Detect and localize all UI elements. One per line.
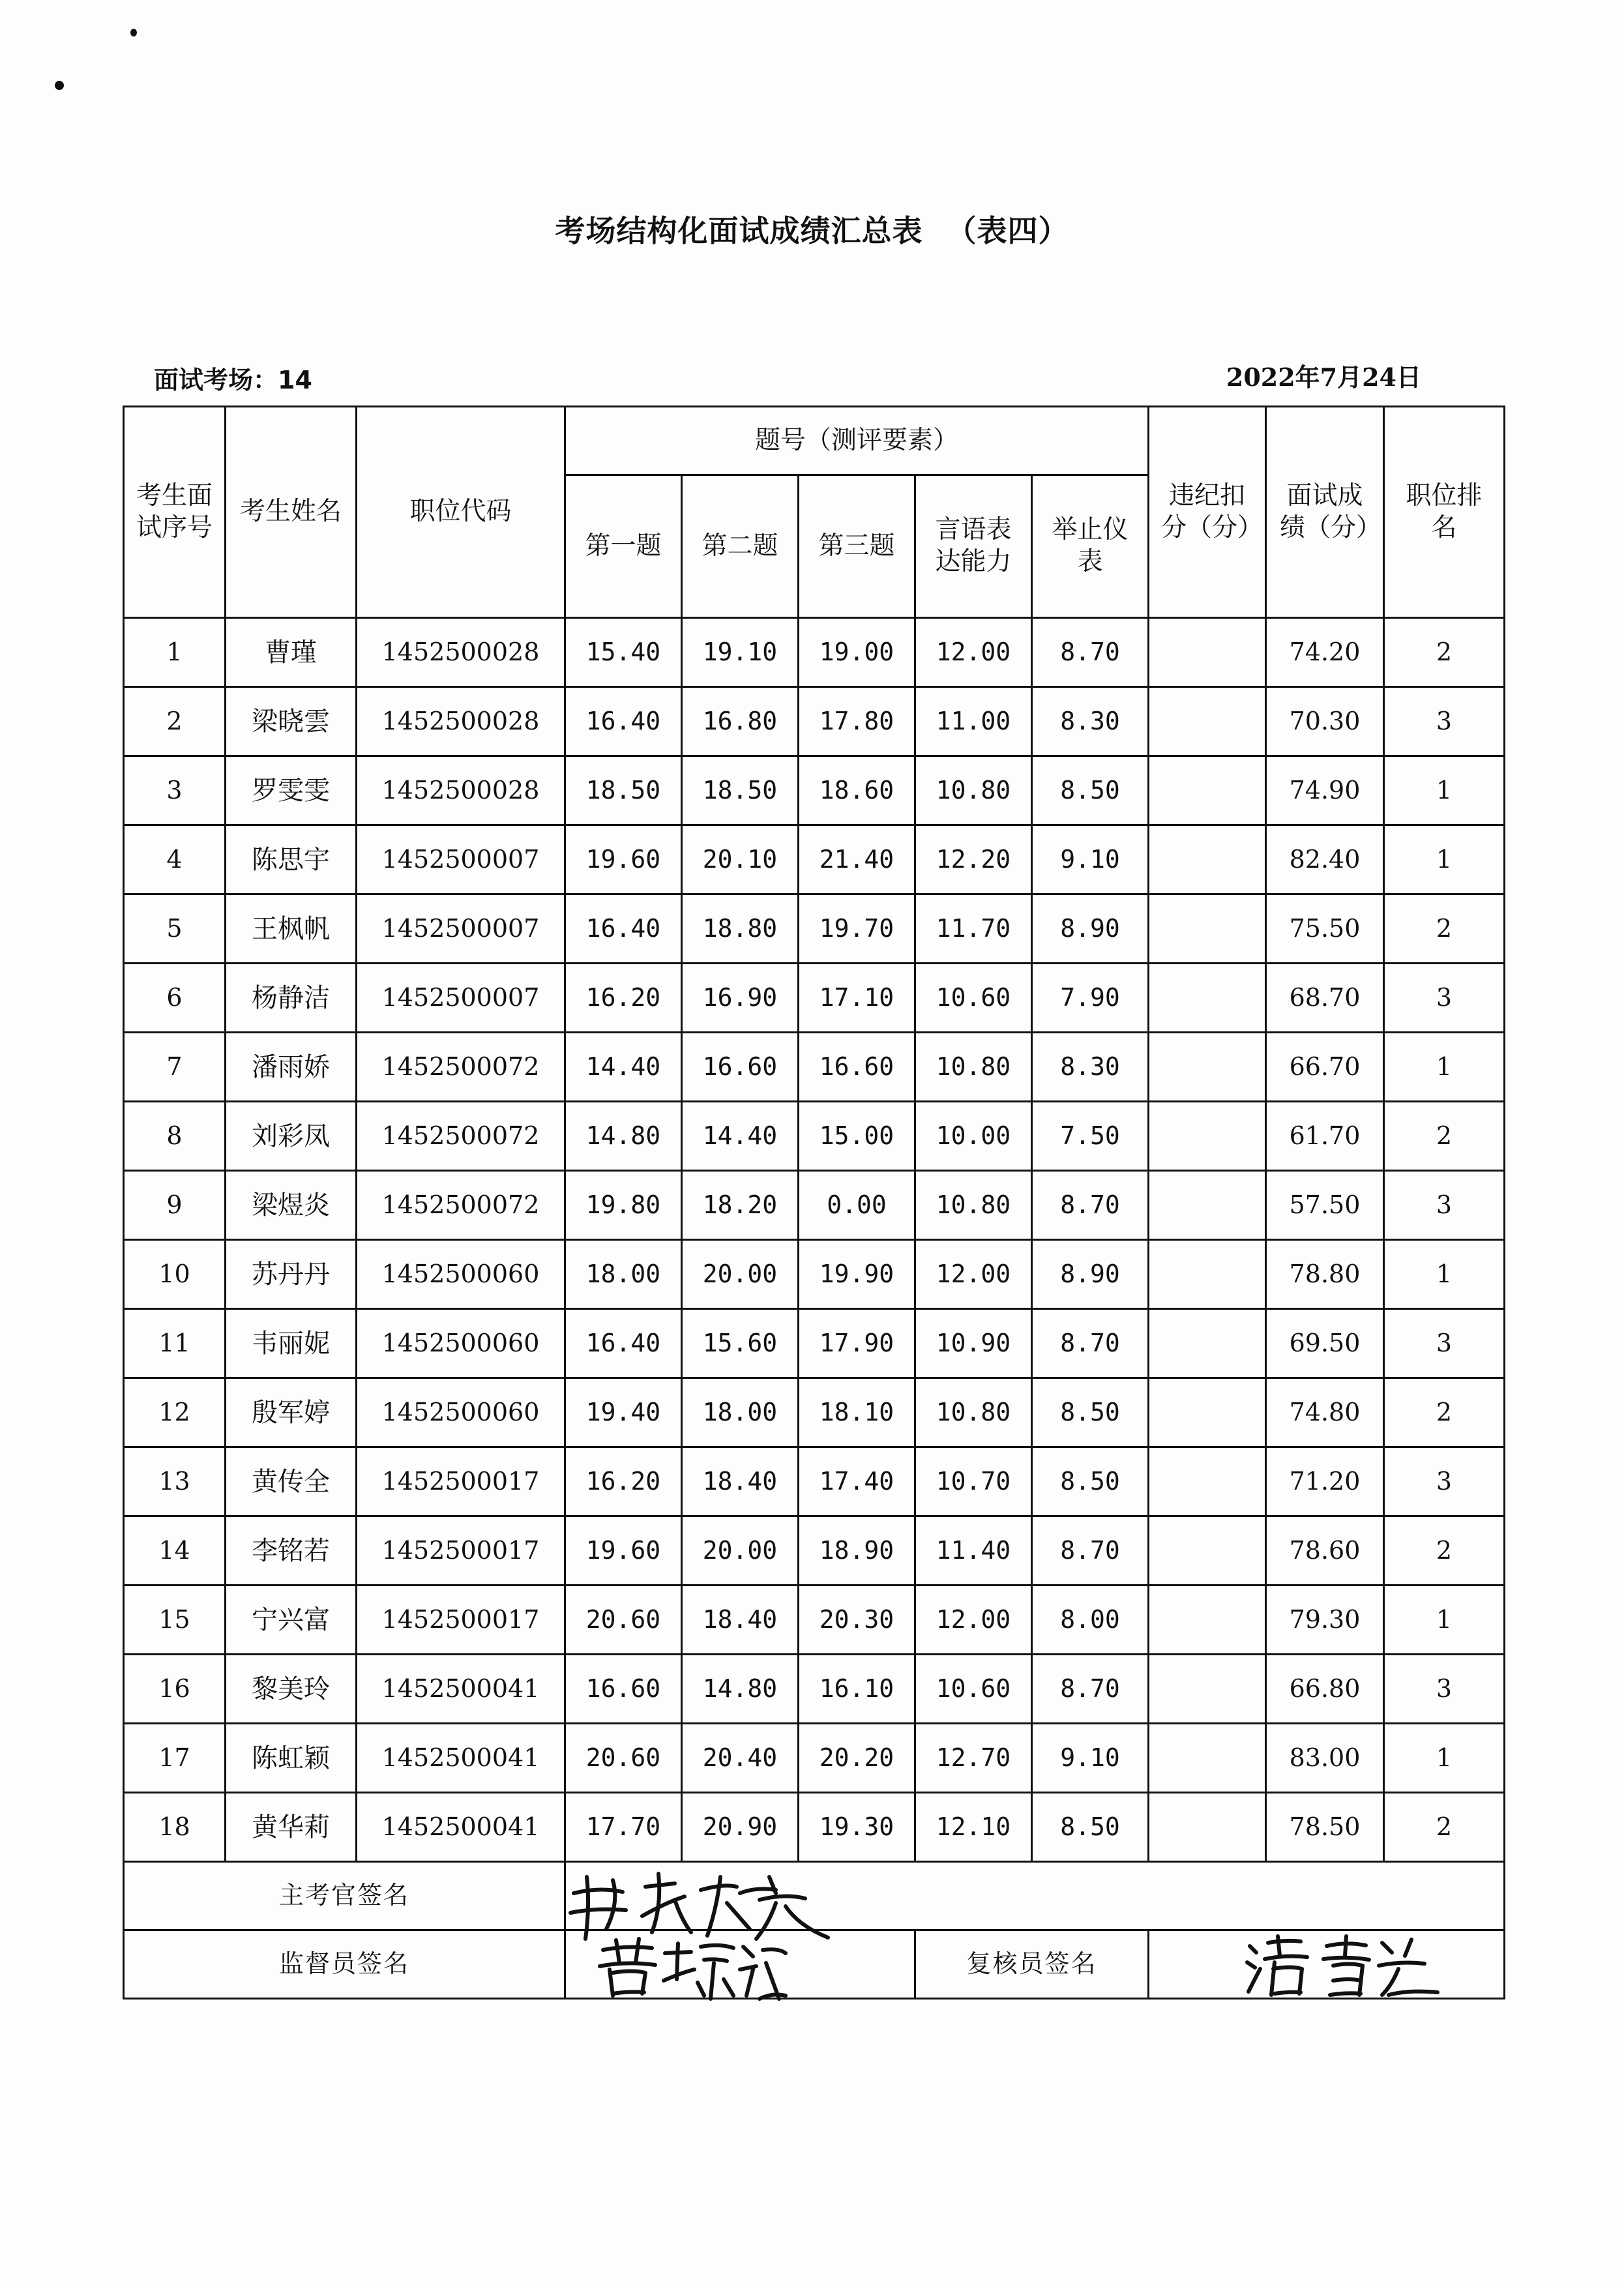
- total-score-cell: 70.30: [1266, 687, 1384, 756]
- q2-score-cell: 20.00: [682, 1240, 799, 1309]
- header-q3: 第三题: [799, 475, 915, 618]
- verbal-score-cell: 12.10: [915, 1793, 1032, 1862]
- seq-cell: 14: [124, 1516, 226, 1586]
- name-cell: 李铭若: [226, 1516, 357, 1586]
- header-q1: 第一题: [565, 475, 682, 618]
- q1-score-cell: 15.40: [565, 618, 682, 687]
- position-code-cell: 1452500041: [357, 1655, 565, 1724]
- q1-score-cell: 16.20: [565, 1447, 682, 1516]
- position-code-cell: 1452500041: [357, 1724, 565, 1793]
- q3-score-cell: 20.20: [799, 1724, 915, 1793]
- name-cell: 潘雨娇: [226, 1033, 357, 1102]
- q3-score-cell: 18.60: [799, 756, 915, 825]
- total-score-cell: 69.50: [1266, 1309, 1384, 1378]
- q3-score-cell: 17.10: [799, 964, 915, 1033]
- total-score-cell: 83.00: [1266, 1724, 1384, 1793]
- total-score-cell: 79.30: [1266, 1586, 1384, 1655]
- q1-score-cell: 16.60: [565, 1655, 682, 1724]
- header-name: 考生姓名: [226, 407, 357, 618]
- seq-cell: 3: [124, 756, 226, 825]
- q2-score-cell: 19.10: [682, 618, 799, 687]
- table-row: [124, 1586, 1505, 1655]
- position-code-cell: 1452500017: [357, 1447, 565, 1516]
- table-row: [124, 894, 1505, 964]
- q2-score-cell: 20.40: [682, 1724, 799, 1793]
- q2-score-cell: 20.90: [682, 1793, 799, 1862]
- q1-score-cell: 20.60: [565, 1724, 682, 1793]
- q3-score-cell: 19.90: [799, 1240, 915, 1309]
- position-code-cell: 1452500072: [357, 1102, 565, 1171]
- name-cell: 韦丽妮: [226, 1309, 357, 1378]
- score-table: [123, 406, 1505, 1999]
- verbal-score-cell: 10.80: [915, 1033, 1032, 1102]
- table-row: [124, 1240, 1505, 1309]
- total-score-cell: 78.50: [1266, 1793, 1384, 1862]
- rank-cell: 1: [1384, 825, 1505, 894]
- seq-cell: 2: [124, 687, 226, 756]
- header-rank: 职位排名: [1384, 407, 1505, 618]
- seq-cell: 8: [124, 1102, 226, 1171]
- q2-score-cell: 14.80: [682, 1655, 799, 1724]
- total-score-cell: 75.50: [1266, 894, 1384, 964]
- table-row: [124, 825, 1505, 894]
- table-row: [124, 1309, 1505, 1378]
- reviewer-signature: [1242, 1930, 1444, 2001]
- name-cell: 杨静洁: [226, 964, 357, 1033]
- position-code-cell: 1452500007: [357, 894, 565, 964]
- manner-score-cell: 8.90: [1032, 894, 1149, 964]
- table-row: [124, 1516, 1505, 1586]
- name-cell: 苏丹丹: [226, 1240, 357, 1309]
- seq-cell: 10: [124, 1240, 226, 1309]
- manner-score-cell: 8.70: [1032, 618, 1149, 687]
- document-title: [0, 207, 1624, 250]
- position-code-cell: 1452500007: [357, 825, 565, 894]
- deduction-cell: [1149, 1793, 1266, 1862]
- header-row-1: [124, 407, 1505, 475]
- q1-score-cell: 14.80: [565, 1102, 682, 1171]
- deduction-cell: [1149, 1171, 1266, 1240]
- q3-score-cell: 16.60: [799, 1033, 915, 1102]
- table-row: [124, 1793, 1505, 1862]
- rank-cell: 2: [1384, 618, 1505, 687]
- deduction-cell: [1149, 1033, 1266, 1102]
- total-score-cell: 74.90: [1266, 756, 1384, 825]
- q2-score-cell: 18.40: [682, 1586, 799, 1655]
- header-manner: 举止仪表: [1032, 475, 1149, 618]
- deduction-cell: [1149, 1309, 1266, 1378]
- table-row: [124, 1724, 1505, 1793]
- supervisor-signature: [593, 1934, 789, 2005]
- deduction-cell: [1149, 964, 1266, 1033]
- supervisor-label: 监督员签名: [124, 1930, 565, 1999]
- total-score-cell: 57.50: [1266, 1171, 1384, 1240]
- position-code-cell: 1452500060: [357, 1240, 565, 1309]
- q2-score-cell: 16.80: [682, 687, 799, 756]
- q1-score-cell: 16.20: [565, 964, 682, 1033]
- rank-cell: 3: [1384, 1309, 1505, 1378]
- q1-score-cell: 19.80: [565, 1171, 682, 1240]
- seq-cell: 1: [124, 618, 226, 687]
- seq-cell: 16: [124, 1655, 226, 1724]
- table-row: [124, 687, 1505, 756]
- position-code-cell: 1452500072: [357, 1171, 565, 1240]
- q1-score-cell: 16.40: [565, 894, 682, 964]
- table-row: [124, 964, 1505, 1033]
- manner-score-cell: 8.50: [1032, 1447, 1149, 1516]
- rank-cell: 1: [1384, 1033, 1505, 1102]
- verbal-score-cell: 12.00: [915, 1240, 1032, 1309]
- exam-room: 面试考场：14: [154, 366, 312, 394]
- name-cell: 罗雯雯: [226, 756, 357, 825]
- q3-score-cell: 19.00: [799, 618, 915, 687]
- chief-examiner-label: 主考官签名: [124, 1862, 565, 1930]
- document-date: 2022年7月24日: [1226, 362, 1421, 392]
- q1-score-cell: 19.60: [565, 825, 682, 894]
- manner-score-cell: 8.70: [1032, 1171, 1149, 1240]
- verbal-score-cell: 12.70: [915, 1724, 1032, 1793]
- manner-score-cell: 8.90: [1032, 1240, 1149, 1309]
- seq-cell: 17: [124, 1724, 226, 1793]
- total-score-cell: 66.70: [1266, 1033, 1384, 1102]
- seq-cell: 9: [124, 1171, 226, 1240]
- table-row: [124, 756, 1505, 825]
- verbal-score-cell: 11.00: [915, 687, 1032, 756]
- deduction-cell: [1149, 1447, 1266, 1516]
- q3-score-cell: 18.90: [799, 1516, 915, 1586]
- deduction-cell: [1149, 1516, 1266, 1586]
- q3-score-cell: 19.70: [799, 894, 915, 964]
- deduction-cell: [1149, 1655, 1266, 1724]
- total-score-cell: 71.20: [1266, 1447, 1384, 1516]
- position-code-cell: 1452500041: [357, 1793, 565, 1862]
- table-row: [124, 618, 1505, 687]
- total-score-cell: 74.80: [1266, 1378, 1384, 1447]
- deduction-cell: [1149, 1102, 1266, 1171]
- verbal-score-cell: 10.80: [915, 1378, 1032, 1447]
- seq-cell: 15: [124, 1586, 226, 1655]
- seq-cell: 18: [124, 1793, 226, 1862]
- q3-score-cell: 17.90: [799, 1309, 915, 1378]
- q3-score-cell: 20.30: [799, 1586, 915, 1655]
- total-score-cell: 78.60: [1266, 1516, 1384, 1586]
- rank-cell: 2: [1384, 894, 1505, 964]
- verbal-score-cell: 10.80: [915, 756, 1032, 825]
- header-seq: 考生面试序号: [124, 407, 226, 618]
- q1-score-cell: 16.40: [565, 1309, 682, 1378]
- q2-score-cell: 16.60: [682, 1033, 799, 1102]
- position-code-cell: 1452500060: [357, 1378, 565, 1447]
- deduction-cell: [1149, 1240, 1266, 1309]
- table-row: [124, 1655, 1505, 1724]
- title-text: 考场结构化面试成绩汇总表: [555, 213, 923, 248]
- q3-score-cell: 17.40: [799, 1447, 915, 1516]
- rank-cell: 1: [1384, 1724, 1505, 1793]
- manner-score-cell: 7.50: [1032, 1102, 1149, 1171]
- verbal-score-cell: 10.90: [915, 1309, 1032, 1378]
- verbal-score-cell: 12.00: [915, 618, 1032, 687]
- seq-cell: 7: [124, 1033, 226, 1102]
- seq-cell: 13: [124, 1447, 226, 1516]
- verbal-score-cell: 11.70: [915, 894, 1032, 964]
- q1-score-cell: 20.60: [565, 1586, 682, 1655]
- position-code-cell: 1452500007: [357, 964, 565, 1033]
- q1-score-cell: 18.00: [565, 1240, 682, 1309]
- position-code-cell: 1452500028: [357, 687, 565, 756]
- position-code-cell: 1452500072: [357, 1033, 565, 1102]
- manner-score-cell: 9.10: [1032, 825, 1149, 894]
- rank-cell: 3: [1384, 1447, 1505, 1516]
- total-score-cell: 61.70: [1266, 1102, 1384, 1171]
- name-cell: 陈思宇: [226, 825, 357, 894]
- manner-score-cell: 8.50: [1032, 756, 1149, 825]
- header-q2: 第二题: [682, 475, 799, 618]
- deduction-cell: [1149, 1724, 1266, 1793]
- rank-cell: 3: [1384, 1171, 1505, 1240]
- q3-score-cell: 18.10: [799, 1378, 915, 1447]
- deduction-cell: [1149, 687, 1266, 756]
- name-cell: 陈虹颖: [226, 1724, 357, 1793]
- rank-cell: 2: [1384, 1102, 1505, 1171]
- name-cell: 王枫帆: [226, 894, 357, 964]
- total-score-cell: 74.20: [1266, 618, 1384, 687]
- deduction-cell: [1149, 1586, 1266, 1655]
- rank-cell: 2: [1384, 1793, 1505, 1862]
- verbal-score-cell: 10.60: [915, 1655, 1032, 1724]
- total-score-cell: 68.70: [1266, 964, 1384, 1033]
- q3-score-cell: 21.40: [799, 825, 915, 894]
- position-code-cell: 1452500060: [357, 1309, 565, 1378]
- seq-cell: 5: [124, 894, 226, 964]
- manner-score-cell: 8.50: [1032, 1378, 1149, 1447]
- name-cell: 梁煜炎: [226, 1171, 357, 1240]
- name-cell: 刘彩凤: [226, 1102, 357, 1171]
- position-code-cell: 1452500028: [357, 618, 565, 687]
- q3-score-cell: 0.00: [799, 1171, 915, 1240]
- header-verbal: 言语表达能力: [915, 475, 1032, 618]
- name-cell: 曹瑾: [226, 618, 357, 687]
- deduction-cell: [1149, 894, 1266, 964]
- verbal-score-cell: 12.00: [915, 1586, 1032, 1655]
- name-cell: 黄传全: [226, 1447, 357, 1516]
- q2-score-cell: 18.80: [682, 894, 799, 964]
- deduction-cell: [1149, 618, 1266, 687]
- manner-score-cell: 8.50: [1032, 1793, 1149, 1862]
- q2-score-cell: 18.40: [682, 1447, 799, 1516]
- name-cell: 黄华莉: [226, 1793, 357, 1862]
- q2-score-cell: 16.90: [682, 964, 799, 1033]
- header-total: 面试成绩（分）: [1266, 407, 1384, 618]
- verbal-score-cell: 10.80: [915, 1171, 1032, 1240]
- scan-speck-2: [55, 81, 64, 90]
- q2-score-cell: 15.60: [682, 1309, 799, 1378]
- reviewer-label: 复核员签名: [915, 1930, 1149, 1999]
- q3-score-cell: 15.00: [799, 1102, 915, 1171]
- table-row: [124, 1102, 1505, 1171]
- q2-score-cell: 18.00: [682, 1378, 799, 1447]
- q2-score-cell: 20.00: [682, 1516, 799, 1586]
- verbal-score-cell: 10.60: [915, 964, 1032, 1033]
- q1-score-cell: 16.40: [565, 687, 682, 756]
- manner-score-cell: 8.70: [1032, 1516, 1149, 1586]
- manner-score-cell: 9.10: [1032, 1724, 1149, 1793]
- rank-cell: 1: [1384, 1586, 1505, 1655]
- q1-score-cell: 14.40: [565, 1033, 682, 1102]
- rank-cell: 1: [1384, 1240, 1505, 1309]
- rank-cell: 1: [1384, 756, 1505, 825]
- rank-cell: 3: [1384, 687, 1505, 756]
- manner-score-cell: 8.70: [1032, 1309, 1149, 1378]
- manner-score-cell: 8.00: [1032, 1586, 1149, 1655]
- q2-score-cell: 14.40: [682, 1102, 799, 1171]
- q3-score-cell: 16.10: [799, 1655, 915, 1724]
- q2-score-cell: 20.10: [682, 825, 799, 894]
- position-code-cell: 1452500017: [357, 1516, 565, 1586]
- total-score-cell: 82.40: [1266, 825, 1384, 894]
- manner-score-cell: 8.30: [1032, 1033, 1149, 1102]
- title-suffix: （表四）: [946, 213, 1069, 248]
- rank-cell: 3: [1384, 964, 1505, 1033]
- seq-cell: 4: [124, 825, 226, 894]
- q1-score-cell: 19.60: [565, 1516, 682, 1586]
- seq-cell: 6: [124, 964, 226, 1033]
- manner-score-cell: 8.70: [1032, 1655, 1149, 1724]
- rank-cell: 2: [1384, 1516, 1505, 1586]
- position-code-cell: 1452500028: [357, 756, 565, 825]
- header-position-code: 职位代码: [357, 407, 565, 618]
- total-score-cell: 78.80: [1266, 1240, 1384, 1309]
- rank-cell: 3: [1384, 1655, 1505, 1724]
- verbal-score-cell: 11.40: [915, 1516, 1032, 1586]
- deduction-cell: [1149, 825, 1266, 894]
- seq-cell: 11: [124, 1309, 226, 1378]
- table-row: [124, 1033, 1505, 1102]
- seq-cell: 12: [124, 1378, 226, 1447]
- scan-speck-1: [130, 29, 137, 37]
- table-row: [124, 1171, 1505, 1240]
- q1-score-cell: 18.50: [565, 756, 682, 825]
- header-questions-group: 题号（测评要素）: [565, 407, 1149, 475]
- name-cell: 黎美玲: [226, 1655, 357, 1724]
- table-row: [124, 1447, 1505, 1516]
- q2-score-cell: 18.50: [682, 756, 799, 825]
- name-cell: 宁兴富: [226, 1586, 357, 1655]
- header-deduction: 违纪扣分（分）: [1149, 407, 1266, 618]
- q3-score-cell: 17.80: [799, 687, 915, 756]
- deduction-cell: [1149, 756, 1266, 825]
- rank-cell: 2: [1384, 1378, 1505, 1447]
- q1-score-cell: 17.70: [565, 1793, 682, 1862]
- verbal-score-cell: 10.70: [915, 1447, 1032, 1516]
- verbal-score-cell: 10.00: [915, 1102, 1032, 1171]
- deduction-cell: [1149, 1378, 1266, 1447]
- total-score-cell: 66.80: [1266, 1655, 1384, 1724]
- q3-score-cell: 19.30: [799, 1793, 915, 1862]
- table-row: [124, 1378, 1505, 1447]
- manner-score-cell: 7.90: [1032, 964, 1149, 1033]
- q1-score-cell: 19.40: [565, 1378, 682, 1447]
- name-cell: 殷军婷: [226, 1378, 357, 1447]
- manner-score-cell: 8.30: [1032, 687, 1149, 756]
- name-cell: 梁晓雲: [226, 687, 357, 756]
- q2-score-cell: 18.20: [682, 1171, 799, 1240]
- verbal-score-cell: 12.20: [915, 825, 1032, 894]
- position-code-cell: 1452500017: [357, 1586, 565, 1655]
